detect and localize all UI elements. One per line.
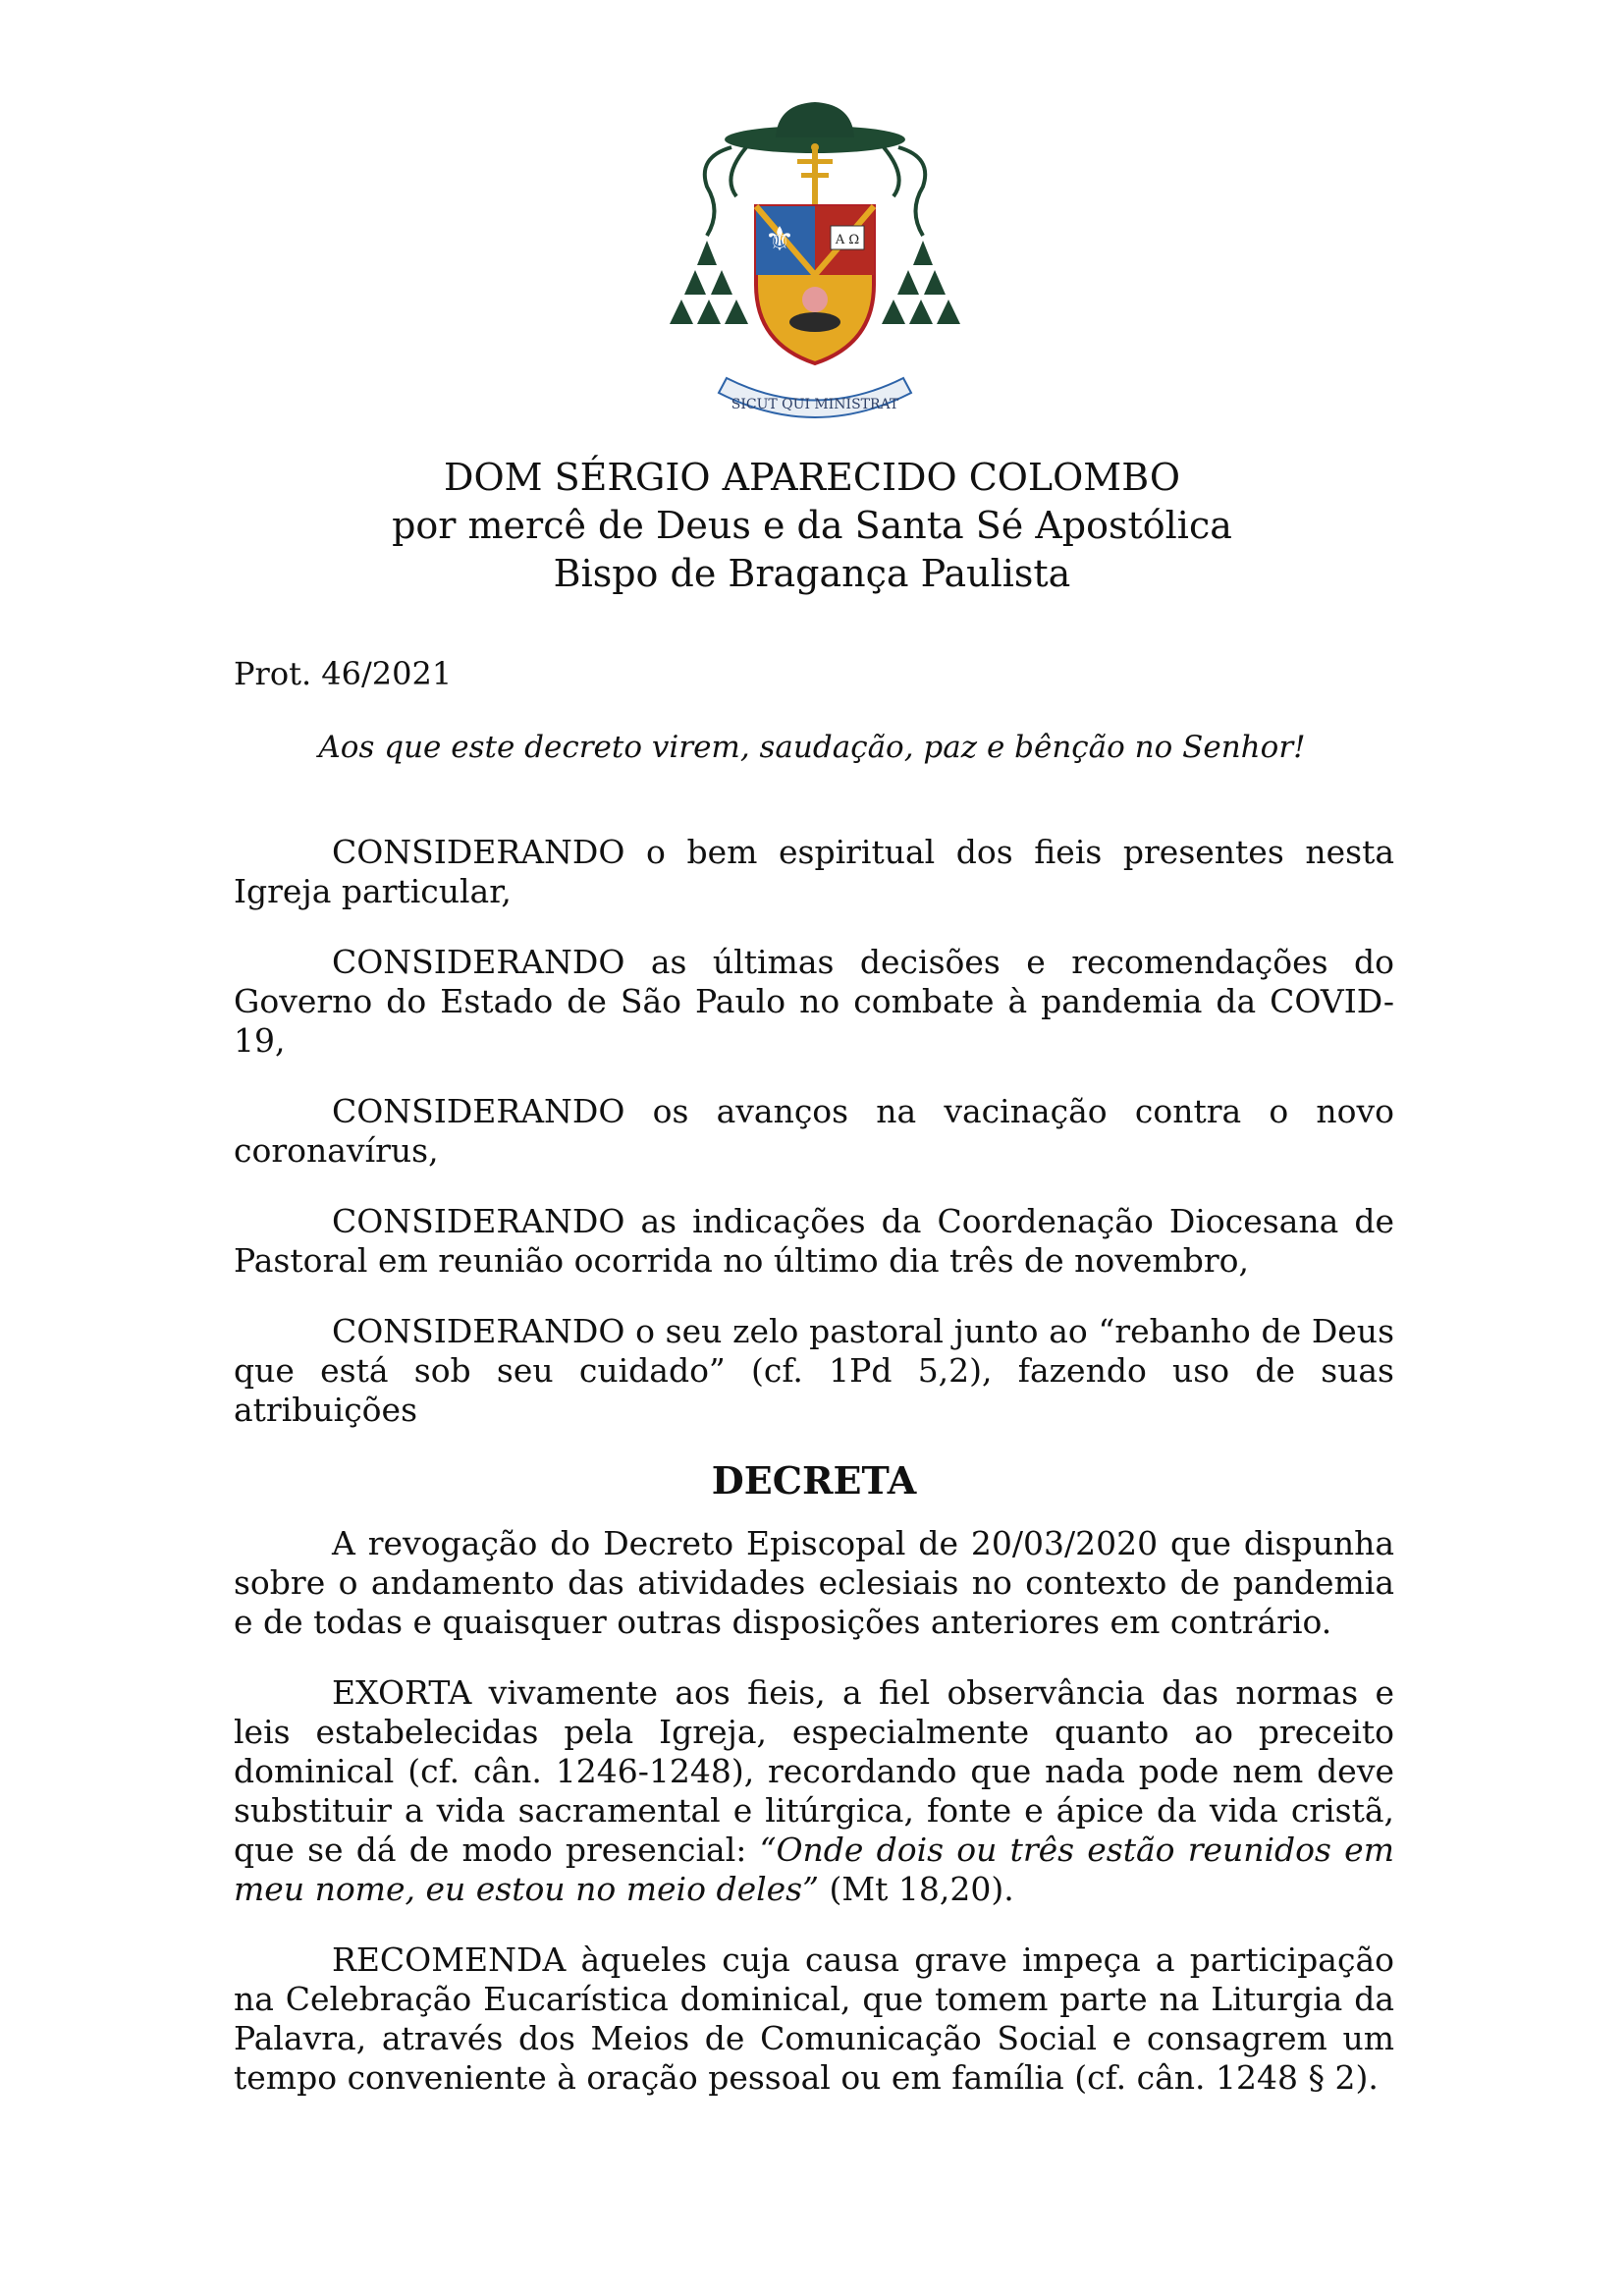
greeting: Aos que este decreto virem, saudação, paz e bênção no Senhor! (318, 730, 1306, 765)
episcopal-coat-of-arms (668, 98, 962, 432)
protocol-number: Prot. 46/2021 (234, 655, 453, 692)
exorta-paragraph (234, 1673, 1394, 1909)
bishop-name: DOM SÉRGIO APARECIDO COLOMBO (444, 456, 1180, 499)
svg-text:⚜: ⚜ (764, 220, 795, 259)
bishop-header (0, 454, 1624, 598)
bible-quote: “Onde dois ou três estão reunidos em meu nome, eu estou no meio deles” (234, 1831, 1394, 1908)
diocese-line: Bispo de Bragança Paulista (553, 552, 1071, 595)
bible-reference: (Mt 18,20). (818, 1870, 1014, 1908)
revogacao-paragraph: A revogação do Decreto Episcopal de 20/03/2020 que dispunha sobre o andamento das atividades eclesiais no contexto de pandemia e de todas e quaisquer outras disposições anteriores em contrário. (234, 1524, 1394, 1641)
svg-text:SICUT QUI MINISTRAT: SICUT QUI MINISTRAT (731, 397, 899, 412)
considerando-paragraph: CONSIDERANDO as indicações da Coordenação Diocesana de Pastoral em reunião ocorrida no último dia três de novembro, (234, 1202, 1394, 1280)
svg-text:A Ω: A Ω (835, 233, 860, 247)
considerando-paragraph: CONSIDERANDO os avanços na vacinação contra o novo coronavírus, (234, 1092, 1394, 1170)
bishop-title-line: por mercê de Deus e da Santa Sé Apostólica (392, 504, 1232, 547)
recomenda-paragraph: RECOMENDA àqueles cuja causa grave impeça a participação na Celebração Eucarística dominical, que tomem parte na Liturgia da Palavra, através dos Meios de Comunicação Social e consagrem um tempo conveniente à oração pessoal ou em família (cf. cân. 1248 § 2). (234, 1941, 1394, 2097)
decree-body (234, 833, 1394, 2129)
considerando-paragraph: CONSIDERANDO o bem espiritual dos fieis presentes nesta Igreja particular, (234, 833, 1394, 910)
decreta-heading: DECRETA (711, 1458, 917, 1503)
exorta-text: EXORTA vivamente aos fieis, a fiel observância das normas e leis estabelecidas pela Igreja, especialmente quanto ao preceito dominical (cf. cân. 1246-1248), recordando que nada pode nem deve substituir a vida sacramental e litúrgica, fonte e ápice da vida cristã, que se dá de modo presencial: (234, 1673, 1394, 1869)
considerando-paragraph: CONSIDERANDO o seu zelo pastoral junto ao “rebanho de Deus que está sob seu cuidado” (cf. 1Pd 5,2), fazendo uso de suas atribuições (234, 1312, 1394, 1429)
considerando-paragraph: CONSIDERANDO as últimas decisões e recomendações do Governo do Estado de São Paulo no combate à pandemia da COVID-19, (234, 943, 1394, 1060)
